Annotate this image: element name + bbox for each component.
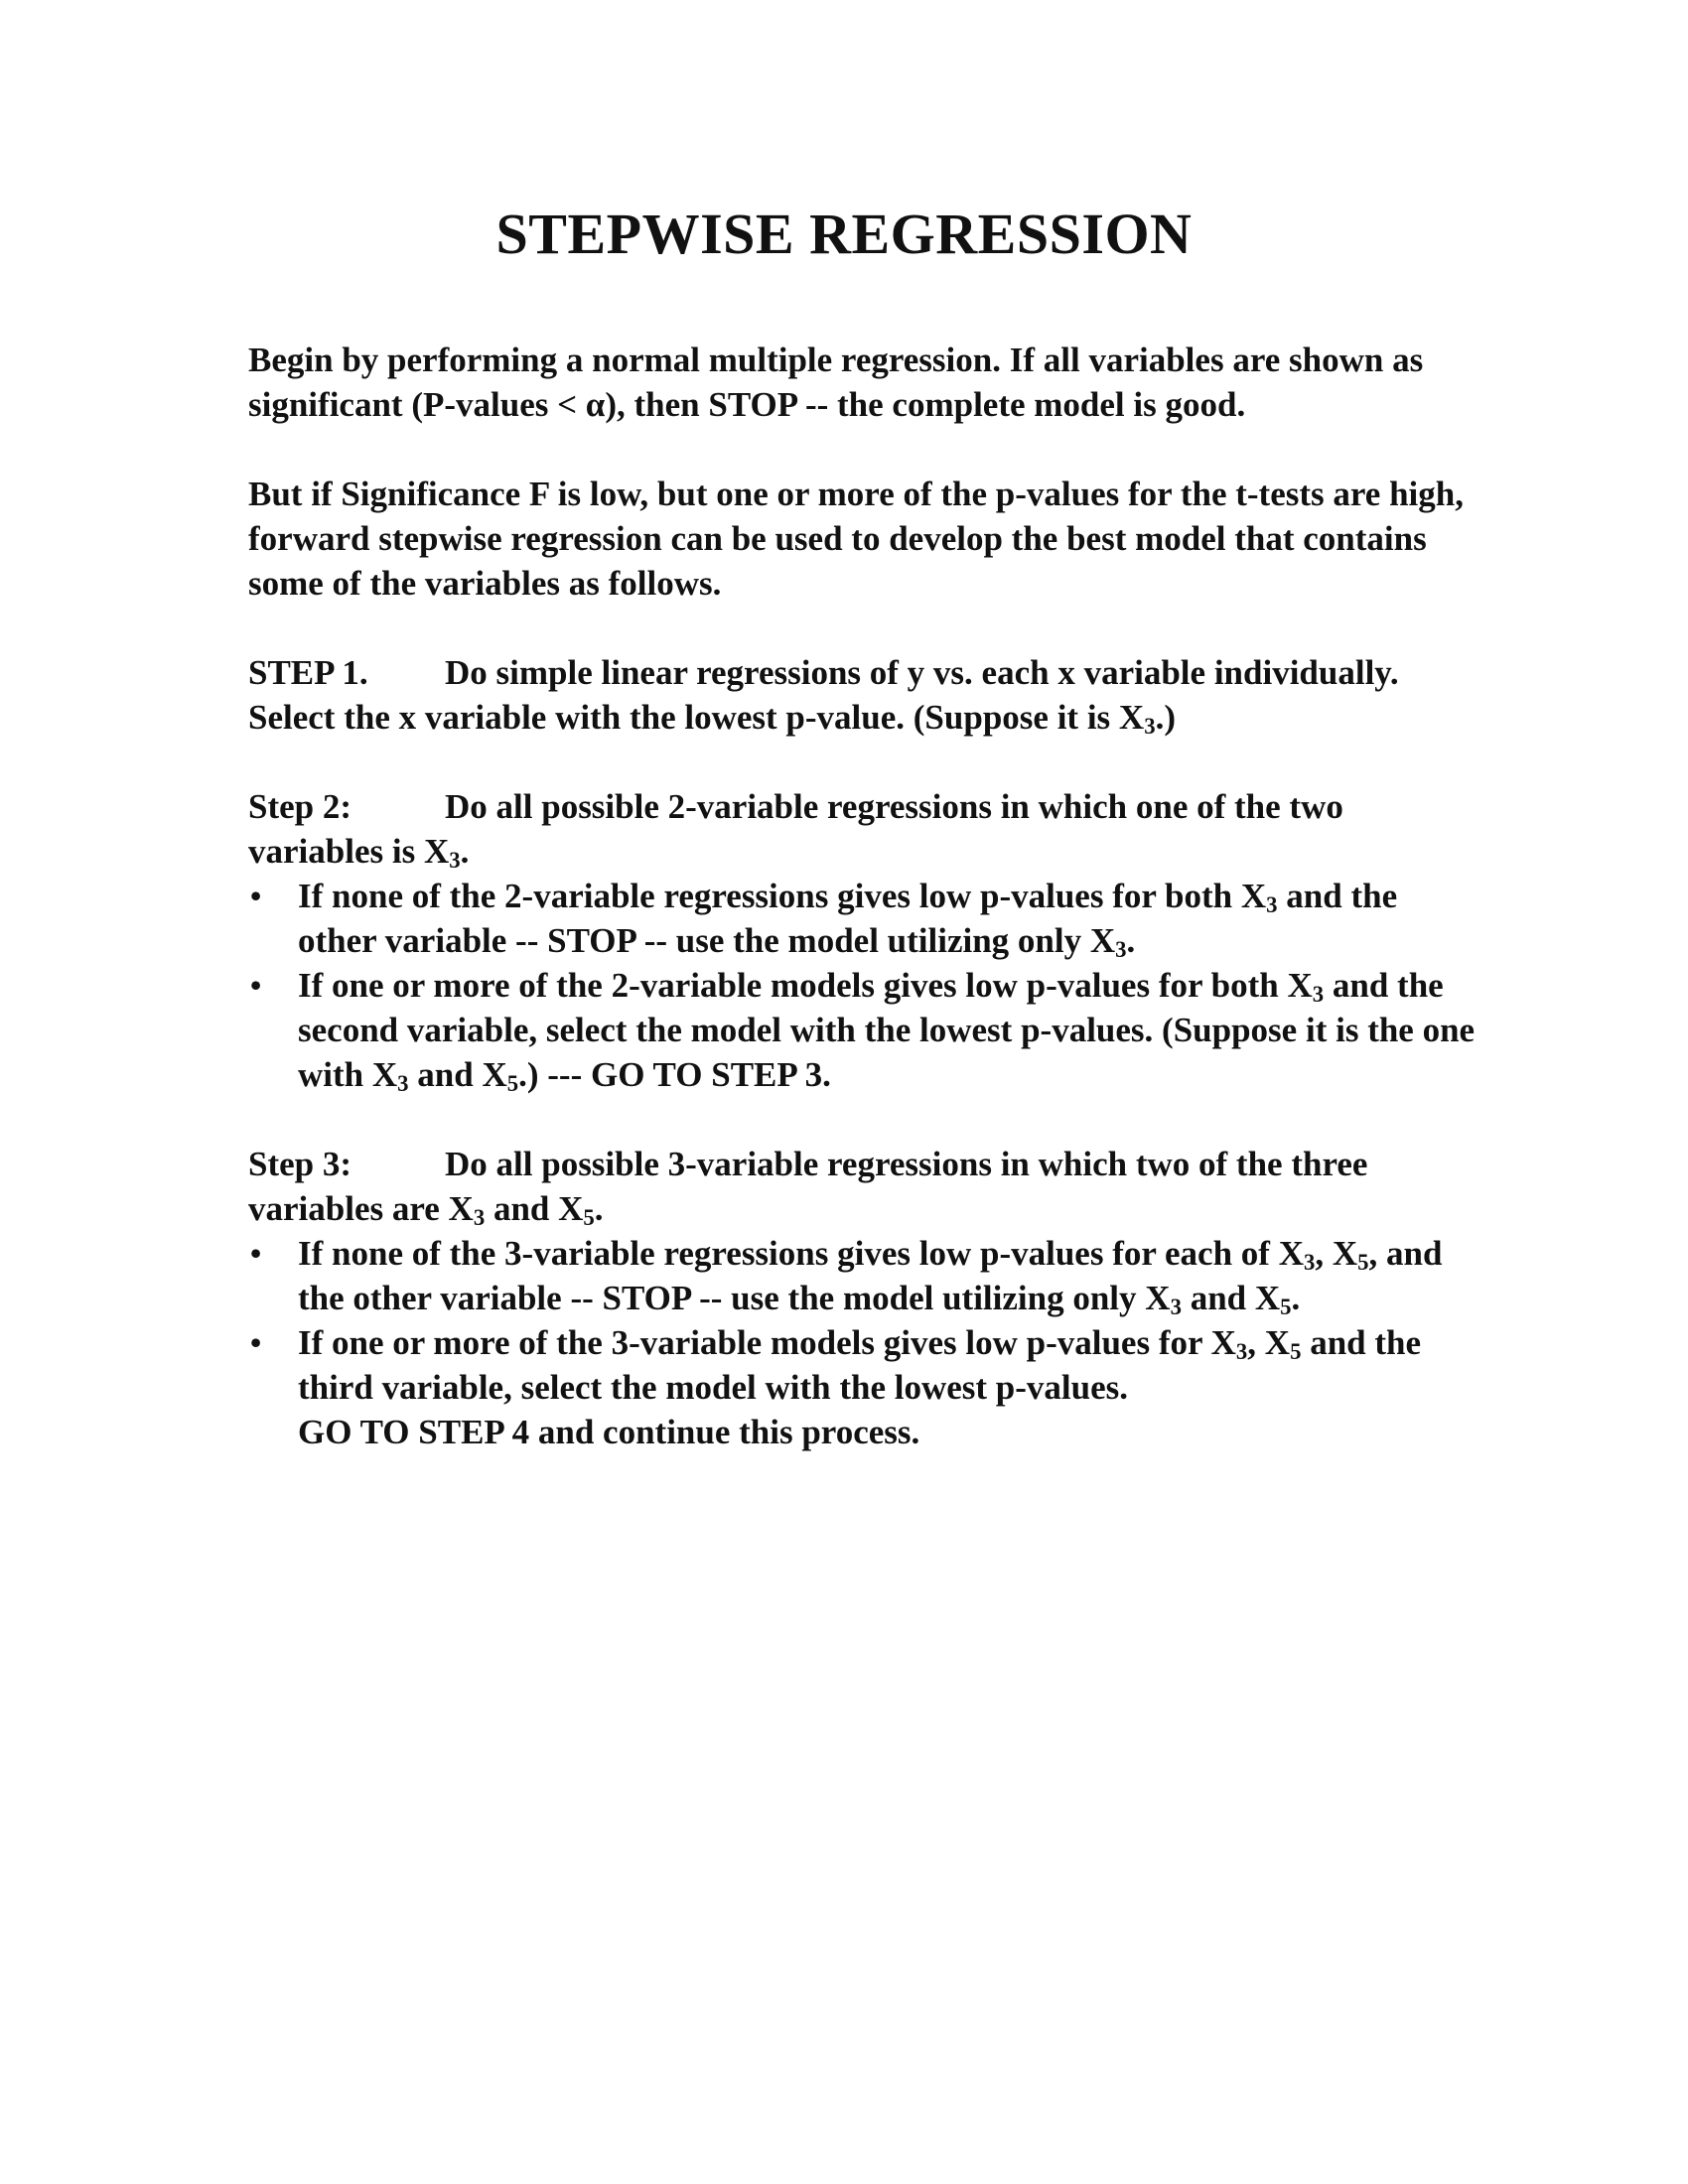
bullet-text: , X [1247,1323,1291,1362]
subscript: 5 [1357,1250,1369,1275]
step-1-text: Do simple linear regressions of y vs. each x variable individually. Select the x variable with the lowest p-value. (Suppose it is X [248,653,1399,737]
subscript: 3 [1170,1295,1182,1319]
subscript: 3 [1144,714,1156,739]
bullet-text: and X [1181,1279,1281,1317]
subscript: 3 [449,848,461,873]
bullet-text: If none of the 2-variable regressions gives low p-values for both X [298,877,1267,915]
bullet-text: and X [408,1055,507,1094]
bullet-icon: • [250,1324,262,1360]
step-3-lead: Do all possible 3-variable regressions in which two of the three variables are X [248,1145,1368,1228]
intro-paragraph-2: But if Significance F is low, but one or more of the p-values for the t-tests are high, forward stepwise regression can be used to develop the best model that contains some of the variables as follows. [248,475,1464,603]
step-1-heading: STEP 1. [248,653,368,692]
subscript: 3 [1115,937,1127,962]
subscript: 3 [1312,982,1325,1007]
page-title: STEPWISE REGRESSION [495,202,1193,266]
list-item [248,963,1479,1097]
step-3-lead-mid: and X [485,1189,584,1228]
paragraph-spacer [248,740,1479,784]
bullet-icon: • [250,1235,262,1271]
subscript: 5 [1280,1295,1292,1319]
bullet-text: , and the other variable -- STOP -- use the model utilizing only X [298,1234,1443,1317]
paragraph-spacer [248,606,1479,650]
subscript: 5 [583,1205,595,1230]
step-3-paragraph [248,1142,1479,1231]
subscript: 5 [506,1071,519,1096]
step-3-lead-end: . [594,1189,604,1228]
bullet-text: If none of the 3-variable regressions gives low p-values for each of X [298,1234,1304,1273]
bullet-text: . [1126,921,1136,960]
step-1-text-end: .) [1155,698,1176,737]
step-2-lead-end: . [460,832,470,871]
step-2-lead: Do all possible 2-variable regressions in which one of the two variables is X [248,787,1343,871]
list-item [248,1320,1479,1454]
step-1-paragraph [248,650,1479,740]
step-3-bullet-list [248,1231,1479,1454]
subscript: 3 [473,1205,486,1230]
bullet-icon: • [250,967,262,1003]
bullet-text: If one or more of the 3-variable models gives low p-values for X [298,1323,1236,1362]
bullet-text: .) --- GO TO STEP 3. [518,1055,831,1094]
document-body [248,338,1479,1454]
bullet-text: If one or more of the 2-variable models gives low p-values for both X [298,966,1313,1005]
step-2-paragraph [248,784,1479,874]
intro-paragraph-1: Begin by performing a normal multiple regression. If all variables are shown as significant (P-values < α), then STOP -- the complete model is good. [248,341,1424,424]
bullet-text: GO TO STEP 4 and continue this process. [298,1413,920,1451]
subscript: 3 [1235,1339,1248,1364]
bullet-text: and the third variable, select the model with the lowest p-values. [298,1323,1422,1407]
paragraph-spacer [248,427,1479,472]
subscript: 3 [1266,892,1278,917]
subscript: 3 [1303,1250,1316,1275]
step-3-heading: Step 3: [248,1145,352,1183]
bullet-text: and the second variable, select the model with the lowest p-values. (Suppose it is the one with X [298,966,1476,1094]
paragraph-spacer [248,1097,1479,1142]
list-item [248,1231,1479,1320]
step-2-bullet-list [248,874,1479,1097]
subscript: 3 [397,1071,409,1096]
bullet-text: and the other variable -- STOP -- use the model utilizing only X [298,877,1398,960]
bullet-text: . [1291,1279,1301,1317]
subscript: 5 [1290,1339,1302,1364]
bullet-icon: • [250,878,262,913]
step-2-heading: Step 2: [248,787,352,826]
bullet-text: , X [1315,1234,1358,1273]
list-item [248,874,1479,963]
